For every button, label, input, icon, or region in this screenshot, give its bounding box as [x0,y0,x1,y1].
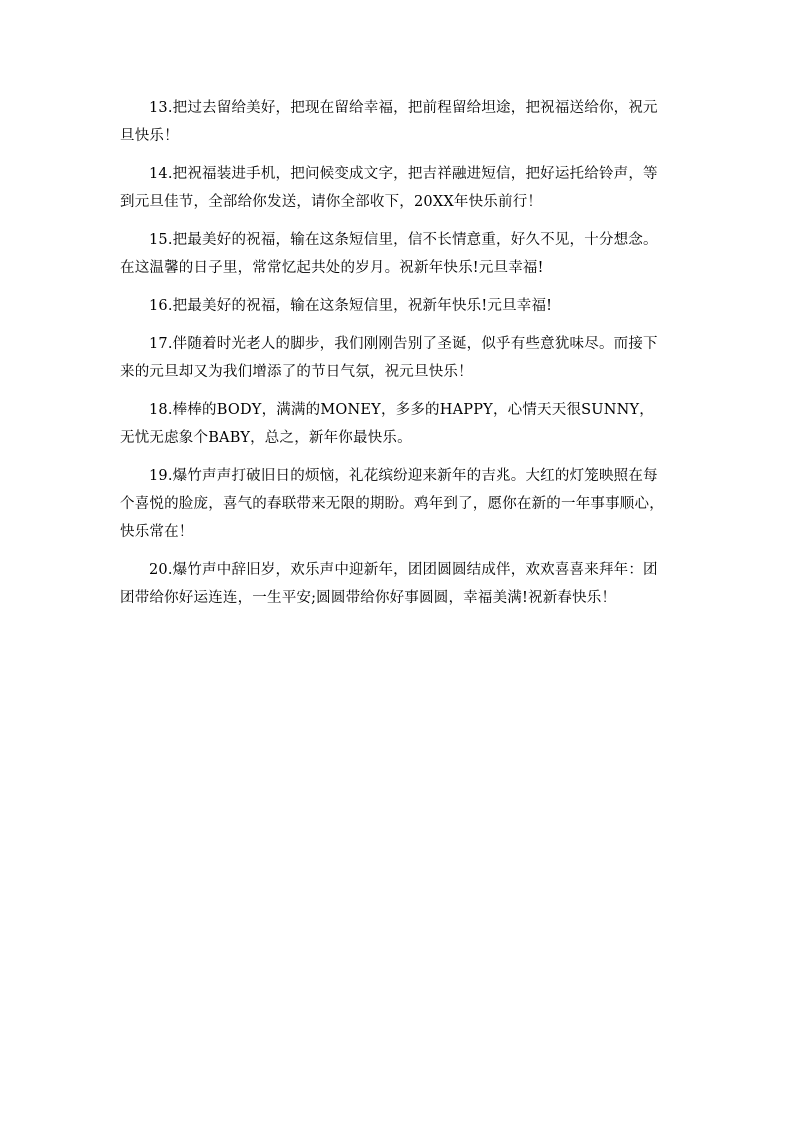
paragraph-17: 17.伴随着时光老人的脚步，我们刚刚告别了圣诞，似乎有些意犹味尽。而接下来的元旦却又为我们增添了的节日气氛，祝元旦快乐！ [120,336,658,380]
paragraph-15: 15.把最美好的祝福，输在这条短信里，信不长情意重，好久不见，十分想念。在这温馨的日子里，常常忆起共处的岁月。祝新年快乐!元旦幸福! [120,232,658,276]
document-body [120,94,668,622]
paragraph-18: 18.棒棒的BODY，满满的MONEY，多多的HAPPY，心情天天很SUNNY，无忧无虑象个BABY，总之，新年你最快乐。 [120,402,654,446]
paragraph-19: 19.爆竹声声打破旧日的烦恼，礼花缤纷迎来新年的吉兆。大红的灯笼映照在每个喜悦的脸庞，喜气的春联带来无限的期盼。鸡年到了，愿你在新的一年事事顺心，快乐常在！ [120,468,664,540]
paragraph-14: 14.把祝福装进手机，把问候变成文字，把吉祥融进短信，把好运托给铃声，等到元旦佳节，全部给你发送，请你全部收下，20XX年快乐前行！ [120,166,658,210]
paragraph-16: 16.把最美好的祝福，输在这条短信里，祝新年快乐!元旦幸福! [149,298,553,314]
paragraph-20: 20.爆竹声中辞旧岁，欢乐声中迎新年，团团圆圆结成伴，欢欢喜喜来拜年：团团带给你好运连连，一生平安;圆圆带给你好事圆圆，幸福美满!祝新春快乐！ [120,562,658,606]
paragraph-13: 13.把过去留给美好，把现在留给幸福，把前程留给坦途，把祝福送给你，祝元旦快乐！ [120,100,658,144]
